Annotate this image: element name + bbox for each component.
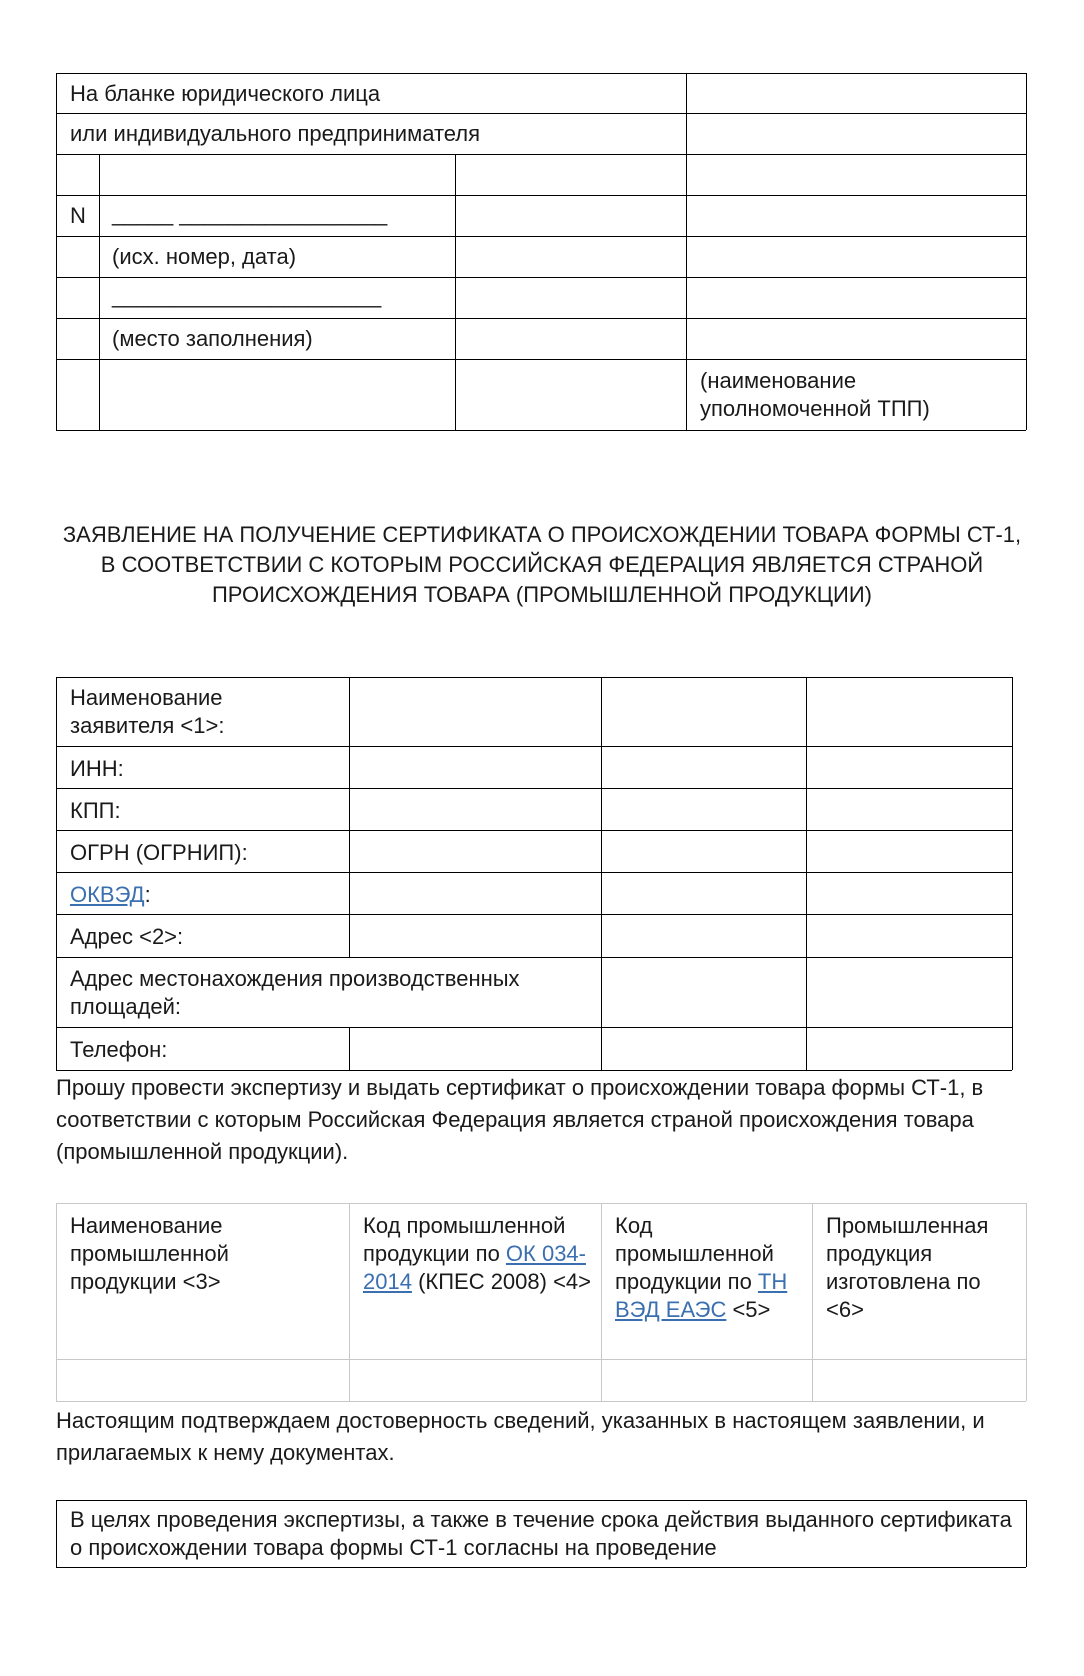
tn-ved-eaes-link[interactable]: ТН ВЭД ЕАЭС (615, 1269, 788, 1322)
number-label: N (70, 203, 86, 228)
made-by-header: Промышленная продукция изготовлена по <6> (826, 1213, 989, 1322)
okpd-code-suffix: (КПЕС 2008) <4> (411, 1269, 592, 1294)
consent-text: В целях проведения экспертизы, а также в течение срока действия выданного сертификата о происхождении товара формы СТ-1 согласны на проведение (70, 1507, 1012, 1560)
product-name-header: Наименование промышленной продукции <3> (70, 1213, 229, 1294)
number-blank[interactable]: _____ _________________ (112, 201, 388, 226)
header-line-1: На бланке юридического лица (70, 81, 381, 106)
phone-label: Телефон: (70, 1037, 168, 1062)
okpd-code-header (363, 1212, 593, 1296)
production-address-label: Адрес местонахождения производственных площадей: (70, 966, 520, 1019)
tnved-code-suffix: <5> (726, 1297, 771, 1322)
number-caption: (исх. номер, дата) (112, 244, 297, 269)
okpd-code-prefix: Код промышленной продукции по (363, 1213, 566, 1266)
okved-link[interactable]: ОКВЭД (70, 882, 145, 907)
confirm-paragraph: Настоящим подтверждаем достоверность сведений, указанных в настоящем заявлении, и прилагаемых к нему документах. (56, 1408, 985, 1465)
place-caption: (место заполнения) (112, 326, 313, 351)
place-blank[interactable]: ______________________ (112, 283, 382, 308)
tpp-caption: (наименование уполномоченной ТПП) (700, 368, 930, 421)
header-line-2: или индивидуального предпринимателя (70, 121, 481, 146)
ogrn-label: ОГРН (ОГРНИП): (70, 840, 248, 865)
tnved-code-header (615, 1212, 805, 1324)
ok-034-2014-link[interactable]: ОК 034-2014 (363, 1241, 586, 1294)
inn-label: ИНН: (70, 756, 124, 781)
applicant-name-label: Наименование заявителя <1>: (70, 685, 225, 738)
request-paragraph: Прошу провести экспертизу и выдать сертификат о происхождении товара формы СТ-1, в соответствии с которым Российская Федерация является страной происхождения товара (промышленной продукции). (56, 1075, 984, 1164)
address-label: Адрес <2>: (70, 924, 184, 949)
tnved-code-prefix: Код промышленной продукции по (615, 1213, 774, 1294)
okved-suffix: : (144, 882, 151, 907)
document-title: ЗАЯВЛЕНИЕ НА ПОЛУЧЕНИЕ СЕРТИФИКАТА О ПРОИСХОЖДЕНИИ ТОВАРА ФОРМЫ СТ-1, В СООТВЕТСТВИИ С КОТОРЫМ РОССИЙСКАЯ ФЕДЕРАЦИЯ ЯВЛЯЕТСЯ СТРАНОЙ ПРОИСХОЖДЕНИЯ ТОВАРА (ПРОМЫШЛЕННОЙ ПРОДУКЦИИ) (62, 522, 1022, 607)
kpp-label: КПП: (70, 798, 121, 823)
